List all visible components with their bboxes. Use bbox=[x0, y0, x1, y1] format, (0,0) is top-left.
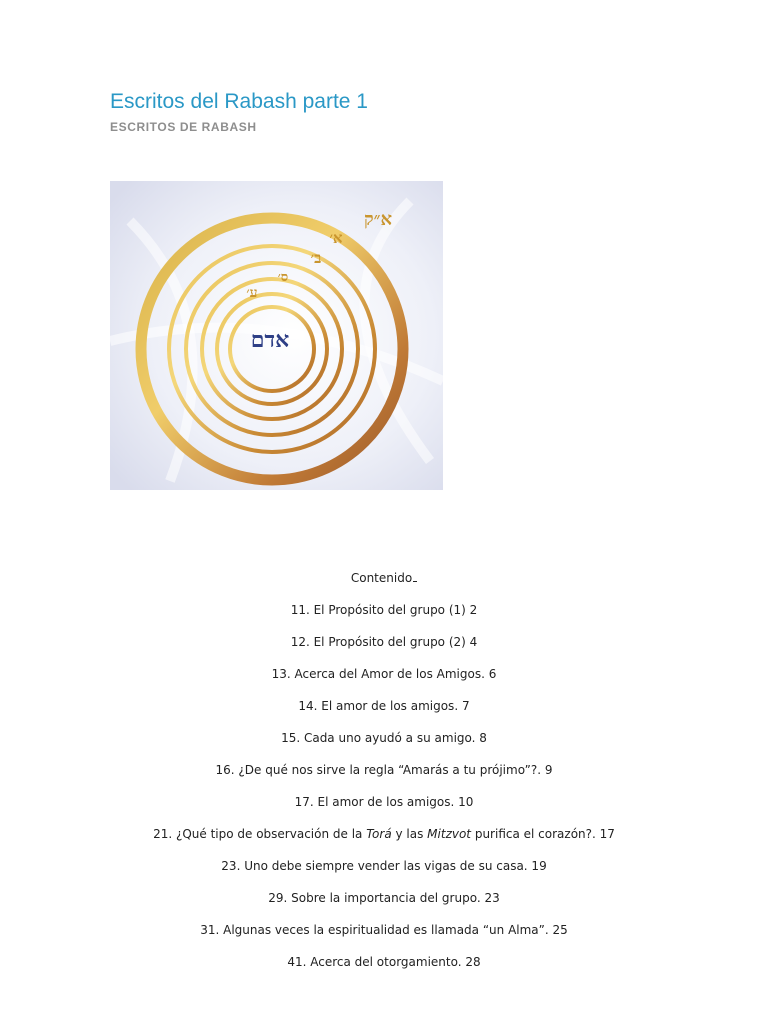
ring-label-5: ע׳ bbox=[246, 285, 258, 301]
document-title: Escritos del Rabash parte 1 bbox=[110, 90, 368, 113]
toc-item[interactable]: 14. El amor de los amigos. 7 bbox=[298, 699, 470, 713]
toc-item[interactable]: 17. El amor de los amigos. 10 bbox=[294, 795, 474, 809]
toc-item-text: y las bbox=[391, 827, 428, 841]
cover-image bbox=[110, 181, 443, 490]
toc-heading: Contenido bbox=[351, 571, 417, 585]
toc-item[interactable]: 16. ¿De qué nos sirve la regla “Amarás a tu prójimo”?. 9 bbox=[215, 763, 553, 777]
toc-item[interactable]: 11. El Propósito del grupo (1) 2 bbox=[290, 603, 478, 617]
toc-item[interactable] bbox=[0, 826, 768, 858]
toc-item[interactable]: 13. Acerca del Amor de los Amigos. 6 bbox=[271, 667, 497, 681]
toc-item-emphasis: Mitzvot bbox=[427, 827, 472, 841]
document-subtitle: ESCRITOS DE RABASH bbox=[110, 120, 257, 134]
toc-item[interactable]: 12. El Propósito del grupo (2) 4 bbox=[290, 635, 478, 649]
toc-heading-line bbox=[0, 570, 768, 602]
toc-item[interactable]: 15. Cada uno ayudó a su amigo. 8 bbox=[281, 731, 487, 745]
toc-item-text: 21. ¿Qué tipo de observación de la bbox=[153, 827, 367, 841]
ring-label-2: א׳ bbox=[329, 229, 343, 247]
toc-item[interactable]: 41. Acerca del otorgamiento. 28 bbox=[287, 955, 481, 969]
toc-item[interactable]: 29. Sobre la importancia del grupo. 23 bbox=[268, 891, 500, 905]
toc-item[interactable]: 23. Uno debe siempre vender las vigas de su casa. 19 bbox=[221, 859, 547, 873]
toc-item-emphasis: Torá bbox=[366, 827, 392, 841]
ring-label-3: ב׳ bbox=[310, 249, 322, 267]
ring-label-4: ס׳ bbox=[277, 270, 289, 285]
ring-label-1: א״ק bbox=[363, 209, 393, 230]
table-of-contents bbox=[0, 570, 768, 986]
toc-item-text: purifica el corazón?. 17 bbox=[471, 827, 615, 841]
toc-item[interactable]: 31. Algunas veces la espiritualidad es llamada “un Alma”. 25 bbox=[200, 923, 568, 937]
cover-center-text: אדם bbox=[250, 327, 290, 353]
